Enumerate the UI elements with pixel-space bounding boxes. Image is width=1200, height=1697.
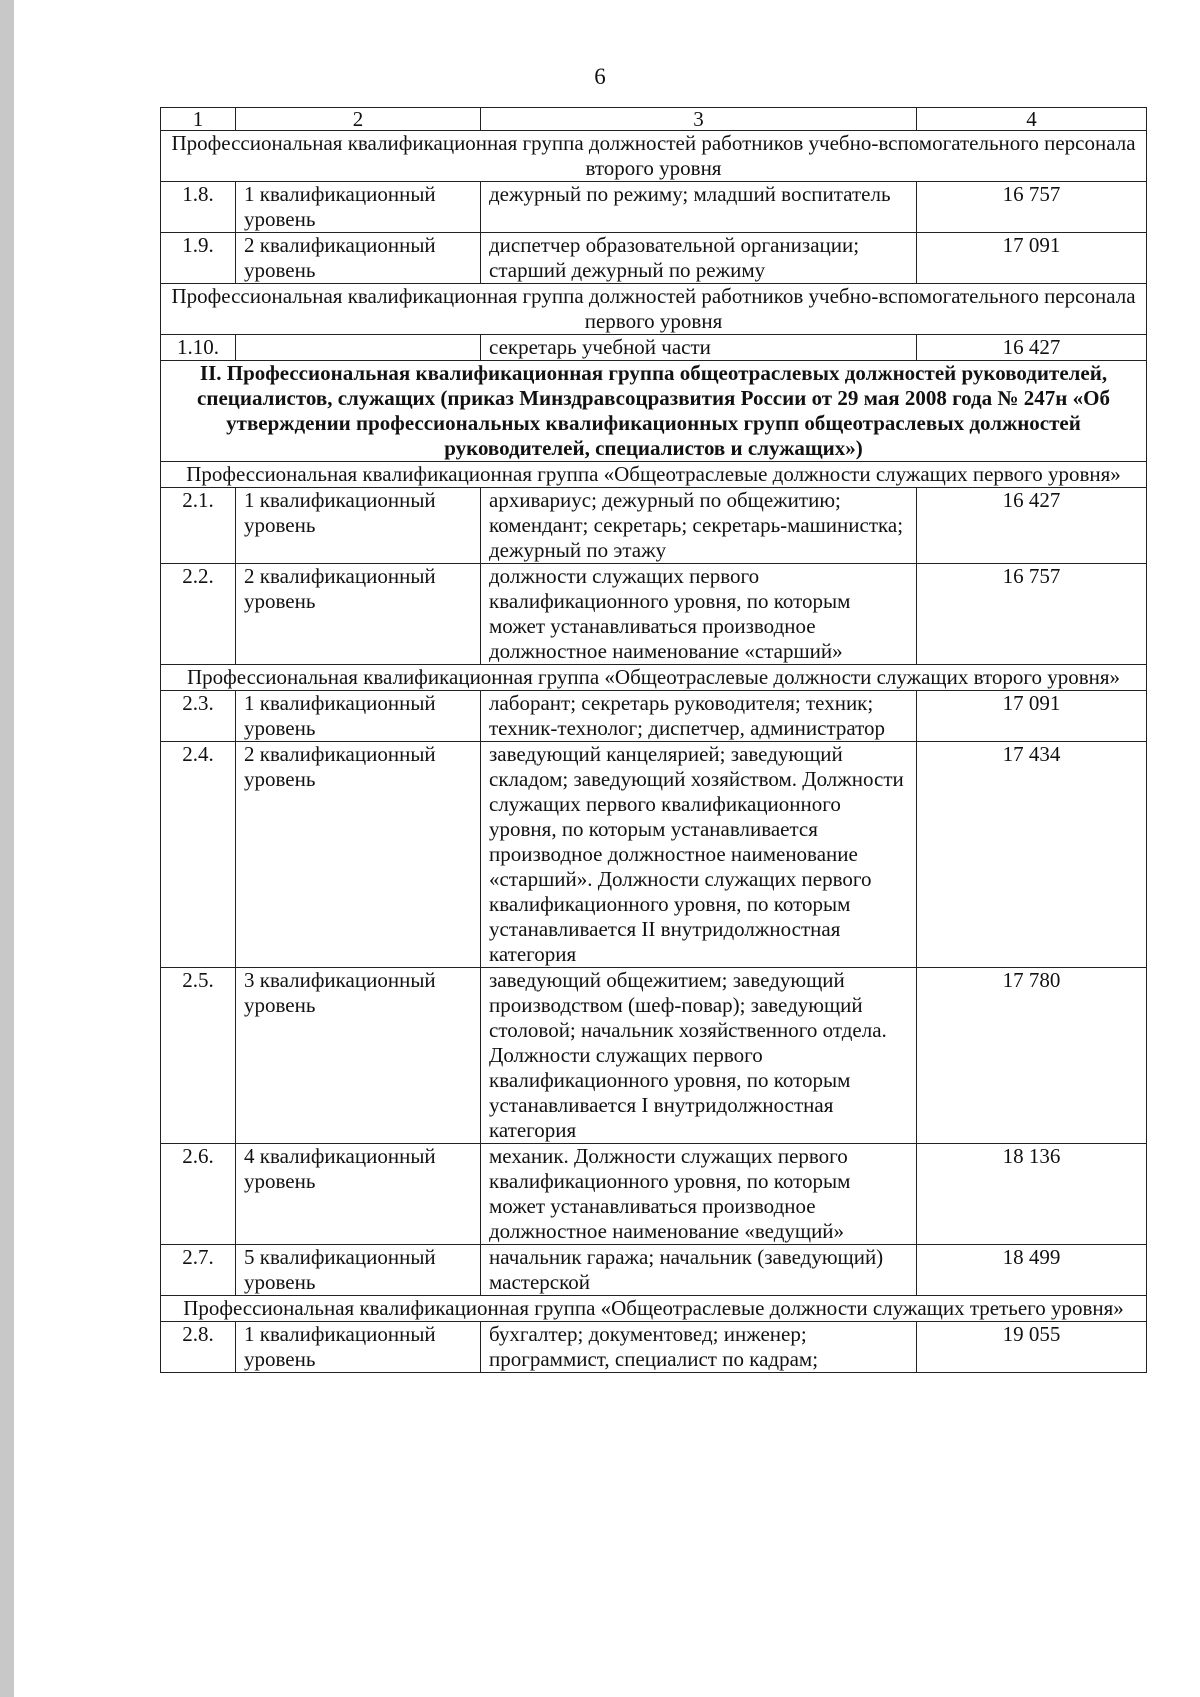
salary-amount: 16 427	[917, 488, 1147, 564]
salary-amount: 17 091	[917, 691, 1147, 742]
qualification-level: 2 квалификационный уровень	[236, 742, 481, 968]
row-number: 1.10.	[161, 335, 236, 361]
qualification-level	[236, 335, 481, 361]
positions-list: заведующий канцелярией; заведующий складом; заведующий хозяйством. Должности служащих первого квалификационного уровня, по которым устанавливается производное должностное наименование «старший». Должности служащих первого квалификационного уровня, по которым устанавливается II внутридолжностная категория	[481, 742, 917, 968]
table-row	[161, 233, 1147, 284]
table-row	[161, 1245, 1147, 1296]
group-heading: Профессиональная квалификационная группа «Общеотраслевые должности служащих первого уровня»	[161, 462, 1147, 488]
qualification-level: 3 квалификационный уровень	[236, 968, 481, 1144]
section-heading-row	[161, 361, 1147, 462]
row-number: 2.3.	[161, 691, 236, 742]
group-heading-row	[161, 665, 1147, 691]
row-number: 2.8.	[161, 1322, 236, 1373]
table-row	[161, 742, 1147, 968]
header-cell: 4	[917, 108, 1147, 131]
section-heading: II. Профессиональная квалификационная группа общеотраслевых должностей руководителей, специалистов, служащих (приказ Минздравсоцразвития России от 29 мая 2008 года № 247н «Об утверждении профессиональных квалификационных групп общеотраслевых должностей руководителей, специалистов и служащих»)	[161, 361, 1147, 462]
salary-table	[160, 107, 1147, 1373]
group-heading-row	[161, 1296, 1147, 1322]
positions-list: заведующий общежитием; заведующий производством (шеф-повар); заведующий столовой; начальник хозяйственного отдела. Должности служащих первого квалификационного уровня, по которым устанавливается I внутридолжностная категория	[481, 968, 917, 1144]
row-number: 1.9.	[161, 233, 236, 284]
salary-amount: 17 091	[917, 233, 1147, 284]
group-heading: Профессиональная квалификационная группа «Общеотраслевые должности служащих третьего уровня»	[161, 1296, 1147, 1322]
qualification-level: 1 квалификационный уровень	[236, 1322, 481, 1373]
group-heading-row	[161, 462, 1147, 488]
salary-amount: 16 757	[917, 564, 1147, 665]
qualification-level: 2 квалификационный уровень	[236, 233, 481, 284]
salary-amount: 16 757	[917, 182, 1147, 233]
salary-amount: 16 427	[917, 335, 1147, 361]
positions-list: дежурный по режиму; младший воспитатель	[481, 182, 917, 233]
positions-list: лаборант; секретарь руководителя; техник; техник-технолог; диспетчер, администратор	[481, 691, 917, 742]
page-number: 6	[594, 64, 606, 89]
table-row	[161, 182, 1147, 233]
row-number: 2.7.	[161, 1245, 236, 1296]
qualification-level: 1 квалификационный уровень	[236, 488, 481, 564]
header-cell: 3	[481, 108, 917, 131]
header-cell: 2	[236, 108, 481, 131]
row-number: 2.5.	[161, 968, 236, 1144]
scan-edge	[0, 0, 14, 1697]
qualification-level: 1 квалификационный уровень	[236, 182, 481, 233]
qualification-level: 2 квалификационный уровень	[236, 564, 481, 665]
qualification-level: 4 квалификационный уровень	[236, 1144, 481, 1245]
positions-list: начальник гаража; начальник (заведующий) мастерской	[481, 1245, 917, 1296]
table-row	[161, 564, 1147, 665]
positions-list: механик. Должности служащих первого квалификационного уровня, по которым может устанавливаться производное должностное наименование «ведущий»	[481, 1144, 917, 1245]
row-number: 2.6.	[161, 1144, 236, 1245]
salary-amount: 17 780	[917, 968, 1147, 1144]
group-heading: Профессиональная квалификационная группа должностей работников учебно-вспомогательного персонала второго уровня	[161, 131, 1147, 182]
table-header-row	[161, 108, 1147, 131]
row-number: 2.2.	[161, 564, 236, 665]
salary-amount: 19 055	[917, 1322, 1147, 1373]
table-row	[161, 488, 1147, 564]
salary-amount: 17 434	[917, 742, 1147, 968]
group-heading: Профессиональная квалификационная группа «Общеотраслевые должности служащих второго уровня»	[161, 665, 1147, 691]
table-row	[161, 968, 1147, 1144]
table-row	[161, 691, 1147, 742]
qualification-level: 1 квалификационный уровень	[236, 691, 481, 742]
positions-list: должности служащих первого квалификационного уровня, по которым может устанавливаться производное должностное наименование «старший»	[481, 564, 917, 665]
header-cell: 1	[161, 108, 236, 131]
salary-amount: 18 499	[917, 1245, 1147, 1296]
group-heading: Профессиональная квалификационная группа должностей работников учебно-вспомогательного персонала первого уровня	[161, 284, 1147, 335]
qualification-level: 5 квалификационный уровень	[236, 1245, 481, 1296]
group-heading-row	[161, 131, 1147, 182]
row-number: 1.8.	[161, 182, 236, 233]
row-number: 2.4.	[161, 742, 236, 968]
positions-list: секретарь учебной части	[481, 335, 917, 361]
positions-list: диспетчер образовательной организации; старший дежурный по режиму	[481, 233, 917, 284]
group-heading-row	[161, 284, 1147, 335]
positions-list: бухгалтер; документовед; инженер; программист, специалист по кадрам;	[481, 1322, 917, 1373]
row-number: 2.1.	[161, 488, 236, 564]
positions-list: архивариус; дежурный по общежитию; комендант; секретарь; секретарь-машинистка; дежурный по этажу	[481, 488, 917, 564]
table-row	[161, 1322, 1147, 1373]
table-row	[161, 335, 1147, 361]
salary-amount: 18 136	[917, 1144, 1147, 1245]
table-row	[161, 1144, 1147, 1245]
